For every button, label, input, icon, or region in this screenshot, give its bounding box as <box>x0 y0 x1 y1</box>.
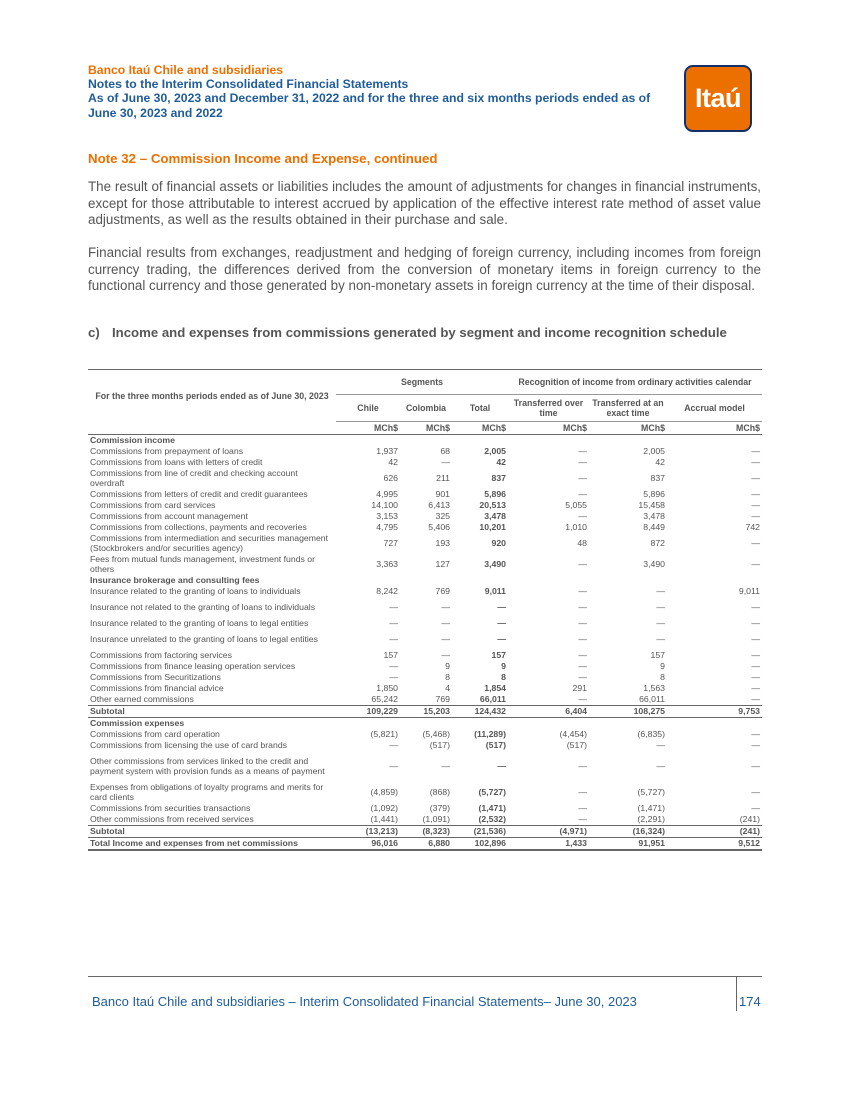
cell-value: — <box>578 671 587 682</box>
cell-value: 9,753 <box>667 706 762 718</box>
cell-value: (4,859) <box>370 786 398 797</box>
document-header <box>88 63 678 120</box>
table-row <box>88 672 762 683</box>
cell-value: 872 <box>650 537 665 548</box>
cell-value: 2,005 <box>643 445 665 456</box>
cell-value: 3,478 <box>484 510 506 521</box>
row-label: Subtotal <box>88 826 336 838</box>
cell-value: (241) <box>667 826 762 838</box>
row-label: Commissions from finance leasing operation services <box>90 660 296 671</box>
table-row <box>88 650 762 661</box>
cell-value: 48 <box>577 537 587 548</box>
cell-value: 3,478 <box>643 510 665 521</box>
cell-value: — <box>751 456 760 467</box>
cell-value: — <box>497 617 506 628</box>
cell-value: — <box>751 682 760 693</box>
table-row <box>88 629 762 650</box>
table-row <box>88 661 762 672</box>
cell-value: — <box>751 693 760 704</box>
cell-value: — <box>497 633 506 644</box>
cell-value: (2,532) <box>478 813 506 824</box>
cell-value: — <box>578 456 587 467</box>
cell-value: — <box>656 633 665 644</box>
cell-value: (379) <box>429 802 450 813</box>
company-name: Banco Itaú Chile and subsidiaries <box>88 63 284 77</box>
row-label: Commissions from factoring services <box>90 649 232 660</box>
cell-value: — <box>389 633 398 644</box>
header-subtitle: Notes to the Interim Consolidated Financial Statements <box>88 77 409 92</box>
cell-value: — <box>751 601 760 612</box>
cell-value: 1,854 <box>484 682 506 693</box>
cell-value: — <box>578 813 587 824</box>
cell-value: — <box>751 499 760 510</box>
cell-value: (21,536) <box>452 826 508 838</box>
cell-value: — <box>441 601 450 612</box>
cell-value: 9 <box>445 660 450 671</box>
cell-value: 157 <box>491 649 506 660</box>
table-row <box>88 489 762 500</box>
cell-value: — <box>441 649 450 660</box>
cell-value: — <box>578 510 587 521</box>
cell-value: 3,490 <box>643 558 665 569</box>
cell-value: 65,242 <box>371 693 398 704</box>
commission-table-container <box>88 369 762 851</box>
cell-value: 3,490 <box>484 558 506 569</box>
subtitle-text: Income and expenses from commissions generated by segment and income recognition schedule <box>112 325 727 340</box>
cell-value: — <box>751 510 760 521</box>
cell-value: 3,153 <box>376 510 398 521</box>
row-label: Commissions from licensing the use of card brands <box>90 739 288 750</box>
cell-value: 6,880 <box>400 838 452 851</box>
table-body <box>88 435 762 851</box>
paragraph-2: Financial results from exchanges, readjustment and hedging of foreign currency, including incomes from foreign currency trading, the differences derived from the conversion of monetary items in foreign currency to the functional currency and those generated by non-monetary assets in foreign currency at the time of their disposal. <box>88 245 761 293</box>
cell-value: (1,091) <box>422 813 450 824</box>
column-header: Transferred at an exact time <box>592 398 664 418</box>
cell-value: 1,850 <box>376 682 398 693</box>
column-header: Total <box>469 403 491 413</box>
cell-value: 9 <box>660 660 665 671</box>
cell-value: 727 <box>383 537 398 548</box>
cell-value: (6,835) <box>637 728 665 739</box>
cell-value: — <box>751 558 760 569</box>
row-label: Commissions from intermediation and securities management (Stockbrokers and/or securities agency) <box>90 533 329 553</box>
row-label: Insurance related to the granting of loans to individuals <box>90 585 301 596</box>
cell-value: 109,229 <box>336 706 400 718</box>
cell-value: 1,010 <box>565 521 587 532</box>
cell-value: 66,011 <box>639 693 665 704</box>
cell-value: — <box>441 617 450 628</box>
cell-value: 9,011 <box>484 585 506 596</box>
cell-value: — <box>578 693 587 704</box>
cell-value: 9 <box>501 660 506 671</box>
table-row <box>88 511 762 522</box>
cell-value: — <box>751 802 760 813</box>
cell-value: 325 <box>435 510 450 521</box>
cell-value: — <box>441 456 450 467</box>
header-period: As of June 30, 2023 and December 31, 2022 and for the three and six months periods ended as of June 30, 2023 and 2022 <box>88 91 651 120</box>
unit-label: MCh$ <box>336 422 400 435</box>
row-label: Commissions from loans with letters of credit <box>90 456 263 467</box>
cell-value: (4,971) <box>508 826 589 838</box>
cell-value: 8,449 <box>643 521 665 532</box>
table-row <box>88 683 762 694</box>
cell-value: (241) <box>739 813 760 824</box>
row-label: Subtotal <box>88 706 336 718</box>
unit-label: MCh$ <box>452 422 508 435</box>
cell-value: — <box>578 472 587 483</box>
cell-value: (1,092) <box>370 802 398 813</box>
cell-value: (16,324) <box>589 826 667 838</box>
cell-value: — <box>497 760 506 771</box>
cell-value: — <box>751 633 760 644</box>
table-row <box>88 522 762 533</box>
table-total-row <box>88 706 762 718</box>
table-row <box>88 597 762 618</box>
unit-label: MCh$ <box>400 422 452 435</box>
cell-value: 211 <box>436 472 450 483</box>
cell-value: 15,458 <box>638 499 665 510</box>
cell-value: 3,363 <box>376 558 398 569</box>
cell-value: — <box>751 728 760 739</box>
cell-value: (868) <box>429 786 450 797</box>
cell-value: 2,005 <box>484 445 506 456</box>
paragraph-1: The result of financial assets or liabilities includes the amount of adjustments for changes in financial instruments, except for those attributable to interest accrued by application of the effective interest rate method of asset value adjustments, as well as the results obtained in their purchase and sale. <box>88 179 761 227</box>
row-label: Commissions from line of credit and checking account overdraft <box>90 468 298 488</box>
cell-value: — <box>441 633 450 644</box>
cell-value: — <box>441 760 450 771</box>
cell-value: — <box>751 671 760 682</box>
table-row <box>88 814 762 826</box>
cell-value: 42 <box>388 456 398 467</box>
cell-value: (5,821) <box>370 728 398 739</box>
table-row <box>88 446 762 457</box>
cell-value: (5,727) <box>478 786 506 797</box>
period-header: For the three months periods ended as of June 30, 2023 <box>95 390 329 401</box>
table-row <box>88 533 762 554</box>
row-label: Commissions from account management <box>90 510 248 521</box>
cell-value: — <box>578 649 587 660</box>
cell-value: (517) <box>566 739 587 750</box>
cell-value: (1,471) <box>478 802 506 813</box>
cell-value: — <box>656 739 665 750</box>
table-row <box>88 586 762 597</box>
cell-value: — <box>751 649 760 660</box>
cell-value: — <box>578 585 587 596</box>
row-label: Total Income and expenses from net commissions <box>88 838 336 851</box>
cell-value: 920 <box>491 537 506 548</box>
cell-value: — <box>578 760 587 771</box>
cell-value: — <box>578 617 587 628</box>
row-label: Other earned commissions <box>90 693 194 704</box>
cell-value: (5,468) <box>422 728 450 739</box>
cell-value: 124,432 <box>452 706 508 718</box>
table-section-row <box>88 718 762 730</box>
cell-value: — <box>578 445 587 456</box>
cell-value: 837 <box>491 472 506 483</box>
row-label: Other commissions from services linked to the credit and payment system with provision funds as a means of payment <box>90 756 325 776</box>
cell-value: — <box>751 760 760 771</box>
cell-value: — <box>751 617 760 628</box>
cell-value: 102,896 <box>452 838 508 851</box>
section-subtitle <box>88 325 727 340</box>
cell-value: 91,951 <box>589 838 667 851</box>
row-label: Commissions from card services <box>90 499 216 510</box>
cell-value: 5,896 <box>484 488 506 499</box>
row-label: Commission expenses <box>90 717 185 728</box>
row-label: Expenses from obligations of loyalty programs and merits for card clients <box>90 782 324 802</box>
cell-value: 193 <box>435 537 450 548</box>
cell-value: — <box>751 488 760 499</box>
cell-value: 742 <box>745 521 760 532</box>
cell-value: 10,201 <box>479 521 506 532</box>
cell-value: — <box>656 585 665 596</box>
cell-value: 42 <box>496 456 506 467</box>
cell-value: 5,896 <box>643 488 665 499</box>
cell-value: — <box>578 558 587 569</box>
row-label: Commissions from securities transactions <box>90 802 251 813</box>
cell-value: — <box>389 617 398 628</box>
page-number: 174 <box>739 994 761 1009</box>
cell-value: 1,563 <box>643 682 665 693</box>
recognition-group-header: Recognition of income from ordinary activities calendar <box>508 370 762 395</box>
footer-text: Banco Itaú Chile and subsidiaries – Interim Consolidated Financial Statements– June 30, 2023 <box>92 994 637 1009</box>
row-label: Commissions from card operation <box>90 728 220 739</box>
cell-value: 157 <box>650 649 665 660</box>
cell-value: 837 <box>650 472 665 483</box>
row-label: Other commissions from received services <box>90 813 254 824</box>
cell-value: 157 <box>383 649 398 660</box>
cell-value: 68 <box>440 445 450 456</box>
row-label: Insurance brokerage and consulting fees <box>90 574 260 585</box>
cell-value: 8,242 <box>376 585 398 596</box>
itau-logo: Itaú <box>684 65 752 132</box>
cell-value: 5,055 <box>565 499 587 510</box>
cell-value: — <box>656 601 665 612</box>
row-label: Commissions from prepayment of loans <box>90 445 244 456</box>
cell-value: — <box>389 660 398 671</box>
cell-value: 901 <box>435 488 450 499</box>
cell-value: — <box>656 617 665 628</box>
subtitle-letter: c) <box>88 325 100 340</box>
cell-value: — <box>389 601 398 612</box>
row-label: Commission income <box>90 434 175 445</box>
cell-value: 20,513 <box>479 499 506 510</box>
cell-value: — <box>751 660 760 671</box>
cell-value: (517) <box>485 739 506 750</box>
row-label: Insurance unrelated to the granting of loans to legal entities <box>90 633 318 644</box>
note-title: Note 32 – Commission Income and Expense, continued <box>88 151 438 166</box>
cell-value: — <box>751 472 760 483</box>
table-row <box>88 740 762 751</box>
table-row <box>88 803 762 814</box>
cell-value: — <box>656 760 665 771</box>
cell-value: 108,275 <box>589 706 667 718</box>
table-row <box>88 468 762 489</box>
unit-label: MCh$ <box>589 422 667 435</box>
cell-value: 8 <box>660 671 665 682</box>
row-label: Commissions from financial advice <box>90 682 224 693</box>
cell-value: — <box>578 601 587 612</box>
cell-value: (1,471) <box>637 802 665 813</box>
cell-value: 14,100 <box>371 499 398 510</box>
cell-value: 9,512 <box>667 838 762 851</box>
cell-value: (4,454) <box>559 728 587 739</box>
table-row <box>88 751 762 782</box>
column-header: Accrual model <box>684 403 745 413</box>
cell-value: — <box>751 786 760 797</box>
cell-value: 15,203 <box>400 706 452 718</box>
row-label: Fees from mutual funds management, investment funds or others <box>90 554 316 574</box>
table-section-row <box>88 435 762 447</box>
cell-value: 626 <box>383 472 398 483</box>
cell-value: 127 <box>435 558 450 569</box>
cell-value: (517) <box>429 739 450 750</box>
cell-value: (11,289) <box>474 728 506 739</box>
column-header: Transferred over time <box>513 398 584 418</box>
cell-value: — <box>497 601 506 612</box>
cell-value: — <box>389 739 398 750</box>
cell-value: (1,441) <box>370 813 398 824</box>
cell-value: 291 <box>572 682 587 693</box>
table-section-row <box>88 575 762 586</box>
segments-group-header: Segments <box>336 370 508 395</box>
cell-value: 8 <box>501 671 506 682</box>
cell-value: 4,995 <box>376 488 398 499</box>
cell-value: 6,413 <box>428 499 450 510</box>
table-total-row <box>88 826 762 838</box>
cell-value: — <box>751 739 760 750</box>
cell-value: (5,727) <box>637 786 665 797</box>
cell-value: — <box>578 802 587 813</box>
cell-value: (2,291) <box>637 813 665 824</box>
column-header: Chile <box>357 403 379 413</box>
footer-divider <box>88 976 762 977</box>
cell-value: (13,213) <box>336 826 400 838</box>
cell-value: — <box>751 537 760 548</box>
column-header: Colombia <box>405 403 447 413</box>
cell-value: — <box>751 445 760 456</box>
table-row <box>88 782 762 803</box>
row-label: Commissions from collections, payments and recoveries <box>90 521 307 532</box>
table-row <box>88 500 762 511</box>
cell-value: — <box>389 760 398 771</box>
cell-value: 9,011 <box>738 585 760 596</box>
cell-value: — <box>578 660 587 671</box>
row-label: Commissions from letters of credit and credit guarantees <box>90 488 308 499</box>
cell-value: 42 <box>655 456 665 467</box>
table-row <box>88 554 762 575</box>
cell-value: 4,795 <box>376 521 398 532</box>
row-label: Insurance not related to the granting of loans to individuals <box>90 601 316 612</box>
cell-value: (8,323) <box>400 826 452 838</box>
cell-value: 66,011 <box>479 693 506 704</box>
cell-value: — <box>578 633 587 644</box>
cell-value: — <box>389 671 398 682</box>
cell-value: 769 <box>435 585 450 596</box>
table-row <box>88 729 762 740</box>
table-row <box>88 618 762 629</box>
cell-value: 96,016 <box>336 838 400 851</box>
cell-value: — <box>578 786 587 797</box>
cell-value: 8 <box>445 671 450 682</box>
row-label: Commissions from Securitizations <box>90 671 221 682</box>
cell-value: 1,937 <box>376 445 398 456</box>
unit-label: MCh$ <box>667 422 762 435</box>
cell-value: 769 <box>435 693 450 704</box>
cell-value: 5,406 <box>428 521 450 532</box>
cell-value: 4 <box>445 682 450 693</box>
cell-value: 6,404 <box>508 706 589 718</box>
table-row <box>88 694 762 706</box>
footer-separator <box>736 977 737 1011</box>
cell-value: 1,433 <box>508 838 589 851</box>
table-total-row <box>88 838 762 851</box>
table-row <box>88 457 762 468</box>
unit-label: MCh$ <box>508 422 589 435</box>
commission-table <box>88 369 762 851</box>
row-label: Insurance related to the granting of loans to legal entities <box>90 617 309 628</box>
cell-value: — <box>578 488 587 499</box>
